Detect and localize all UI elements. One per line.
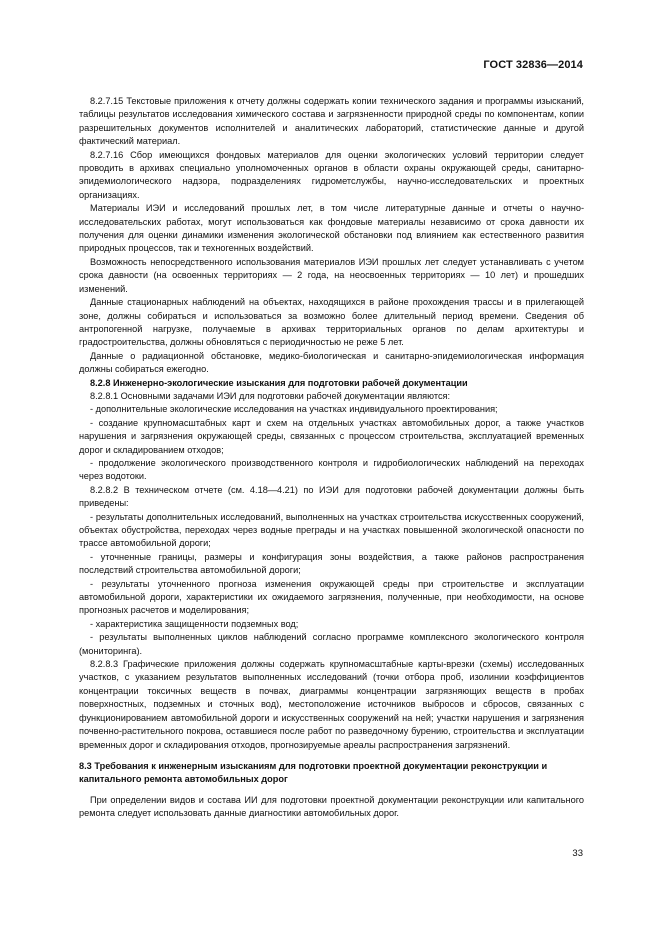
list-item: - продолжение экологического производственного контроля и гидробиологических наблюдений на переходах через водотоки. [79, 457, 584, 482]
section-heading: 8.3 Требования к инженерным изысканиям для подготовки проектной документации реконструкции и капитального ремонта автомобильных дорог [79, 760, 548, 785]
document-code-header: ГОСТ 32836—2014 [483, 59, 583, 71]
list-item: - создание крупномасштабных карт и схем на отдельных участках автомобильных дорог, а также участков нарушения и загрязнения окружающей среды, связанных с процессом строительства, эксплуатацией временных дорог и складированием отходов; [79, 417, 584, 455]
list-item: - результаты выполненных циклов наблюдений согласно программе комплексного экологического контроля (мониторинга). [79, 632, 584, 656]
paragraph: Данные стационарных наблюдений на объектах, находящихся в районе прохождения трассы и в прилегающей зоне, должны собираться и использоваться за возможно более длительный период времени. Сведения об антропогенной нагрузке, получаемые в архивах территориальных органов по делам архитектуры и градостроительства, должны обновляться с периодичностью не реже 5 лет. [79, 297, 584, 348]
document-body [79, 95, 584, 821]
paragraph: При определении видов и состава ИИ для подготовки проектной документации реконструкции или капитального ремонта следует использовать данные диагностики автомобильных дорог. [79, 794, 584, 819]
paragraph: 8.2.7.15 Текстовые приложения к отчету должны содержать копии технического задания и программы изысканий, таблицы результатов исследования химического состава и загрязненности природной среды по компонентам, копии разрешительных документов исполнителей и аналитических лабораторий, статистические данные и другой фактический материал. [79, 96, 584, 147]
paragraph: Возможность непосредственного использования материалов ИЭИ прошлых лет следует устанавливать с учетом срока давности (на освоенных территориях — 2 года, на неосвоенных территориях — 10 лет) и прошедших изменений. [79, 256, 584, 294]
paragraph: Материалы ИЭИ и исследований прошлых лет, в том числе литературные данные и отчеты о научно-исследовательских работах, могут использоваться как фондовые материалы независимо от срока давности их получения для оценки динамики изменения экологической обстановки под влиянием как естественного развития природных процессов, так и техногенных воздействий. [79, 203, 584, 254]
list-item: - результаты уточненного прогноза изменения окружающей среды при строительстве и эксплуатации автомобильной дороги, характеристики их ожидаемого загрязнения, полученные, при необходимости, на основе прогнозных расчетов и моделирования; [79, 578, 584, 616]
paragraph: 8.2.8.2 В техническом отчете (см. 4.18—4.21) по ИЭИ для подготовки рабочей документации должны быть приведены: [79, 484, 584, 509]
list-item: - результаты дополнительных исследований, выполненных на участках строительства искусственных сооружений, объектах обустройства, переходах через водные преграды и на участках повышенной экологической опасности по трассе автомобильной дороги; [79, 511, 584, 549]
page-number: 33 [572, 848, 583, 859]
list-item: - уточненные границы, размеры и конфигурация зоны воздействия, а также районов распространения последствий строительства автомобильной дороги; [79, 551, 584, 576]
paragraph: 8.2.8.3 Графические приложения должны содержать крупномасштабные карты-врезки (схемы) исследованных участков, с указанием результатов выполненных исследований (точки отбора проб, изолинии коэффициентов концентрации токсичных веществ в почвах, диаграммы концентрации загрязняющих веществ в пробах поверхностных, подземных и сточных вод), местоположение источников выбросов и сбросов, связанных с функционированием автомобильной дороги и искусственных сооружений на ней; участки нарушения и загрязнения почвенно-растительного покрова, оставшиеся после работ по разведочному бурению, строительства и эксплуатации временных дорог и складирования отходов, прогнозируемые ареалы распространения загрязнений. [79, 659, 584, 750]
subsection-heading: 8.2.8 Инженерно-экологические изыскания для подготовки рабочей документации [90, 377, 468, 388]
paragraph: 8.2.7.16 Сбор имеющихся фондовых материалов для оценки экологических условий территории следует проводить в архивах специально уполномоченных органов в области охраны окружающей среды, санитарно-эпидемиологического надзора, подразделениях гидрометслужбы, научно-исследовательских и проектных организациях. [79, 149, 584, 200]
list-item: - дополнительные экологические исследования на участках индивидуального проектирования; [90, 404, 498, 415]
paragraph: Данные о радиационной обстановке, медико-биологическая и санитарно-эпидемиологическая информация должны собираться ежегодно. [79, 350, 584, 375]
list-item: - характеристика защищенности подземных вод; [90, 618, 299, 629]
paragraph: 8.2.8.1 Основными задачами ИЭИ для подготовки рабочей документации являются: [90, 390, 451, 401]
